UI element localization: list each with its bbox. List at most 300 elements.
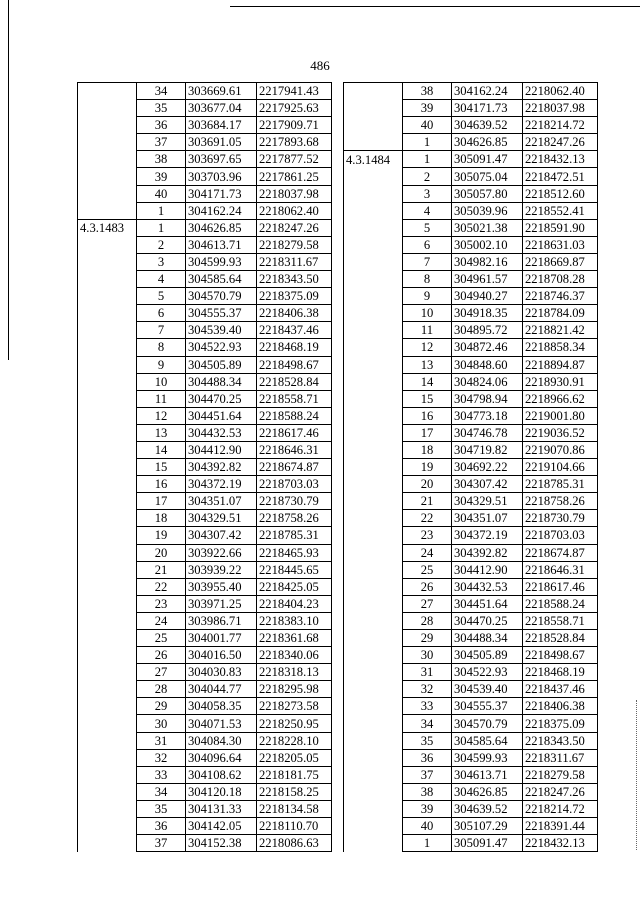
y-coordinate-cell: 2218588.24 bbox=[523, 595, 598, 612]
x-coordinate-cell: 304016.50 bbox=[186, 647, 257, 664]
section-cell bbox=[78, 595, 137, 612]
point-number-cell: 37 bbox=[137, 835, 186, 852]
point-number-cell: 15 bbox=[403, 390, 452, 407]
table-row bbox=[344, 818, 598, 835]
table-row bbox=[78, 681, 332, 698]
table-row bbox=[344, 202, 598, 219]
section-cell bbox=[344, 800, 403, 817]
section-cell bbox=[78, 390, 137, 407]
table-row bbox=[78, 527, 332, 544]
x-coordinate-cell: 304329.51 bbox=[452, 493, 523, 510]
point-number-cell: 22 bbox=[403, 510, 452, 527]
table-row bbox=[78, 441, 332, 458]
table-row bbox=[344, 749, 598, 766]
section-cell bbox=[78, 732, 137, 749]
section-cell bbox=[344, 561, 403, 578]
point-number-cell: 7 bbox=[137, 322, 186, 339]
table-row bbox=[78, 544, 332, 561]
point-number-cell: 3 bbox=[403, 185, 452, 202]
point-number-cell: 2 bbox=[403, 168, 452, 185]
section-cell bbox=[344, 647, 403, 664]
y-coordinate-cell: 2218558.71 bbox=[523, 612, 598, 629]
y-coordinate-cell: 2218340.06 bbox=[257, 647, 332, 664]
point-number-cell: 29 bbox=[137, 698, 186, 715]
y-coordinate-cell: 2218468.19 bbox=[523, 664, 598, 681]
point-number-cell: 4 bbox=[137, 271, 186, 288]
x-coordinate-cell: 305091.47 bbox=[452, 835, 523, 852]
x-coordinate-cell: 303703.96 bbox=[186, 168, 257, 185]
x-coordinate-cell: 304613.71 bbox=[452, 766, 523, 783]
table-row bbox=[344, 185, 598, 202]
top-rule bbox=[230, 6, 640, 7]
y-coordinate-cell: 2218391.44 bbox=[523, 818, 598, 835]
x-coordinate-cell: 304171.73 bbox=[452, 100, 523, 117]
y-coordinate-cell: 2218858.34 bbox=[523, 339, 598, 356]
section-cell bbox=[78, 818, 137, 835]
x-coordinate-cell: 303697.65 bbox=[186, 151, 257, 168]
y-coordinate-cell: 2218758.26 bbox=[257, 510, 332, 527]
y-coordinate-cell: 2219001.80 bbox=[523, 407, 598, 424]
x-coordinate-cell: 304432.53 bbox=[186, 424, 257, 441]
x-coordinate-cell: 304071.53 bbox=[186, 715, 257, 732]
table-row bbox=[344, 271, 598, 288]
table-row bbox=[78, 664, 332, 681]
x-coordinate-cell: 304555.37 bbox=[452, 698, 523, 715]
section-cell bbox=[78, 134, 137, 151]
y-coordinate-cell: 2218552.41 bbox=[523, 202, 598, 219]
table-row bbox=[344, 527, 598, 544]
table-row bbox=[344, 322, 598, 339]
section-cell bbox=[344, 219, 403, 236]
table-row bbox=[78, 134, 332, 151]
point-number-cell: 6 bbox=[403, 236, 452, 253]
point-number-cell: 1 bbox=[137, 219, 186, 236]
point-number-cell: 36 bbox=[137, 818, 186, 835]
point-number-cell: 13 bbox=[137, 424, 186, 441]
point-number-cell: 39 bbox=[403, 100, 452, 117]
table-row bbox=[344, 236, 598, 253]
x-coordinate-cell: 304392.82 bbox=[186, 459, 257, 476]
section-cell bbox=[344, 818, 403, 835]
y-coordinate-cell: 2218465.93 bbox=[257, 544, 332, 561]
point-number-cell: 20 bbox=[403, 476, 452, 493]
x-coordinate-cell: 304001.77 bbox=[186, 630, 257, 647]
point-number-cell: 35 bbox=[137, 800, 186, 817]
y-coordinate-cell: 2218134.58 bbox=[257, 800, 332, 817]
point-number-cell: 17 bbox=[137, 493, 186, 510]
section-cell bbox=[78, 202, 137, 219]
x-coordinate-cell: 304372.19 bbox=[186, 476, 257, 493]
section-cell bbox=[78, 578, 137, 595]
table-row bbox=[344, 544, 598, 561]
table-row bbox=[78, 339, 332, 356]
point-number-cell: 37 bbox=[403, 766, 452, 783]
table-row bbox=[344, 766, 598, 783]
x-coordinate-cell: 303677.04 bbox=[186, 100, 257, 117]
y-coordinate-cell: 2218674.87 bbox=[257, 459, 332, 476]
point-number-cell: 40 bbox=[403, 117, 452, 134]
point-number-cell: 33 bbox=[403, 698, 452, 715]
y-coordinate-cell: 2218311.67 bbox=[257, 253, 332, 270]
x-coordinate-cell: 304639.52 bbox=[452, 800, 523, 817]
y-coordinate-cell: 2218646.31 bbox=[523, 561, 598, 578]
y-coordinate-cell: 2218406.38 bbox=[257, 305, 332, 322]
table-row bbox=[78, 202, 332, 219]
x-coordinate-cell: 304412.90 bbox=[186, 441, 257, 458]
point-number-cell: 40 bbox=[403, 818, 452, 835]
x-coordinate-cell: 304570.79 bbox=[186, 288, 257, 305]
table-row bbox=[344, 83, 598, 100]
table-row bbox=[78, 647, 332, 664]
point-number-cell: 31 bbox=[403, 664, 452, 681]
y-coordinate-cell: 2218086.63 bbox=[257, 835, 332, 852]
section-cell bbox=[344, 390, 403, 407]
y-coordinate-cell: 2218966.62 bbox=[523, 390, 598, 407]
y-coordinate-cell: 2218383.10 bbox=[257, 612, 332, 629]
y-coordinate-cell: 2217893.68 bbox=[257, 134, 332, 151]
section-cell bbox=[78, 356, 137, 373]
section-cell bbox=[78, 407, 137, 424]
y-coordinate-cell: 2218037.98 bbox=[523, 100, 598, 117]
y-coordinate-cell: 2218375.09 bbox=[257, 288, 332, 305]
x-coordinate-cell: 303939.22 bbox=[186, 561, 257, 578]
point-number-cell: 15 bbox=[137, 459, 186, 476]
y-coordinate-cell: 2218406.38 bbox=[523, 698, 598, 715]
section-cell bbox=[78, 630, 137, 647]
table-row bbox=[78, 219, 332, 236]
section-cell bbox=[344, 407, 403, 424]
y-coordinate-cell: 2218730.79 bbox=[257, 493, 332, 510]
table-row bbox=[78, 510, 332, 527]
section-cell bbox=[344, 544, 403, 561]
x-coordinate-cell: 305075.04 bbox=[452, 168, 523, 185]
table-row bbox=[78, 236, 332, 253]
section-cell bbox=[344, 578, 403, 595]
section-cell bbox=[78, 800, 137, 817]
point-number-cell: 20 bbox=[137, 544, 186, 561]
x-coordinate-cell: 303971.25 bbox=[186, 595, 257, 612]
x-coordinate-cell: 304719.82 bbox=[452, 441, 523, 458]
x-coordinate-cell: 304982.16 bbox=[452, 253, 523, 270]
x-coordinate-cell: 305002.10 bbox=[452, 236, 523, 253]
x-coordinate-cell: 304307.42 bbox=[452, 476, 523, 493]
point-number-cell: 30 bbox=[137, 715, 186, 732]
y-coordinate-cell: 2218110.70 bbox=[257, 818, 332, 835]
point-number-cell: 14 bbox=[403, 373, 452, 390]
table-row bbox=[344, 459, 598, 476]
section-cell bbox=[344, 612, 403, 629]
point-number-cell: 35 bbox=[403, 732, 452, 749]
point-number-cell: 36 bbox=[403, 749, 452, 766]
point-number-cell: 34 bbox=[137, 83, 186, 100]
x-coordinate-cell: 304329.51 bbox=[186, 510, 257, 527]
y-coordinate-cell: 2218311.67 bbox=[523, 749, 598, 766]
section-cell bbox=[78, 83, 137, 100]
point-number-cell: 9 bbox=[137, 356, 186, 373]
x-coordinate-cell: 305107.29 bbox=[452, 818, 523, 835]
y-coordinate-cell: 2218037.98 bbox=[257, 185, 332, 202]
y-coordinate-cell: 2218279.58 bbox=[523, 766, 598, 783]
y-coordinate-cell: 2218894.87 bbox=[523, 356, 598, 373]
x-coordinate-cell: 304307.42 bbox=[186, 527, 257, 544]
table-row bbox=[344, 134, 598, 151]
x-coordinate-cell: 304488.34 bbox=[452, 630, 523, 647]
x-coordinate-cell: 304392.82 bbox=[452, 544, 523, 561]
section-cell: 4.3.1483 bbox=[78, 219, 137, 236]
y-coordinate-cell: 2218250.95 bbox=[257, 715, 332, 732]
y-coordinate-cell: 2219104.66 bbox=[523, 459, 598, 476]
point-number-cell: 8 bbox=[403, 271, 452, 288]
x-coordinate-cell: 304848.60 bbox=[452, 356, 523, 373]
point-number-cell: 28 bbox=[403, 612, 452, 629]
x-coordinate-cell: 304522.93 bbox=[186, 339, 257, 356]
y-coordinate-cell: 2218785.31 bbox=[257, 527, 332, 544]
section-cell bbox=[344, 373, 403, 390]
x-coordinate-cell: 304152.38 bbox=[186, 835, 257, 852]
table-row bbox=[344, 476, 598, 493]
table-row bbox=[344, 117, 598, 134]
y-coordinate-cell: 2218062.40 bbox=[257, 202, 332, 219]
y-coordinate-cell: 2218591.90 bbox=[523, 219, 598, 236]
y-coordinate-cell: 2218361.68 bbox=[257, 630, 332, 647]
table-row bbox=[78, 818, 332, 835]
y-coordinate-cell: 2218228.10 bbox=[257, 732, 332, 749]
section-cell bbox=[344, 424, 403, 441]
table-row bbox=[78, 835, 332, 852]
point-number-cell: 23 bbox=[403, 527, 452, 544]
section-cell bbox=[344, 322, 403, 339]
section-cell bbox=[344, 493, 403, 510]
x-coordinate-cell: 304044.77 bbox=[186, 681, 257, 698]
table-row bbox=[78, 390, 332, 407]
section-cell bbox=[344, 100, 403, 117]
x-coordinate-cell: 304488.34 bbox=[186, 373, 257, 390]
x-coordinate-cell: 303986.71 bbox=[186, 612, 257, 629]
table-row bbox=[344, 561, 598, 578]
table-row bbox=[78, 288, 332, 305]
table-row bbox=[78, 305, 332, 322]
table-row bbox=[344, 647, 598, 664]
x-coordinate-cell: 304585.64 bbox=[452, 732, 523, 749]
y-coordinate-cell: 2219070.86 bbox=[523, 441, 598, 458]
point-number-cell: 3 bbox=[137, 253, 186, 270]
point-number-cell: 18 bbox=[137, 510, 186, 527]
section-cell bbox=[344, 459, 403, 476]
section-cell bbox=[78, 236, 137, 253]
y-coordinate-cell: 2218279.58 bbox=[257, 236, 332, 253]
table-row bbox=[344, 835, 598, 852]
table-row bbox=[344, 168, 598, 185]
y-coordinate-cell: 2218062.40 bbox=[523, 83, 598, 100]
y-coordinate-cell: 2218472.51 bbox=[523, 168, 598, 185]
section-cell bbox=[344, 664, 403, 681]
y-coordinate-cell: 2218432.13 bbox=[523, 835, 598, 852]
section-cell bbox=[344, 698, 403, 715]
x-coordinate-cell: 304351.07 bbox=[452, 510, 523, 527]
section-cell bbox=[78, 698, 137, 715]
coordinates-table-right bbox=[343, 82, 598, 852]
point-number-cell: 30 bbox=[403, 647, 452, 664]
x-coordinate-cell: 304171.73 bbox=[186, 185, 257, 202]
x-coordinate-cell: 304692.22 bbox=[452, 459, 523, 476]
y-coordinate-cell: 2218318.13 bbox=[257, 664, 332, 681]
point-number-cell: 11 bbox=[137, 390, 186, 407]
section-cell bbox=[78, 185, 137, 202]
section-cell bbox=[344, 783, 403, 800]
x-coordinate-cell: 304522.93 bbox=[452, 664, 523, 681]
y-coordinate-cell: 2218930.91 bbox=[523, 373, 598, 390]
x-coordinate-cell: 304539.40 bbox=[186, 322, 257, 339]
section-cell bbox=[78, 339, 137, 356]
section-cell bbox=[344, 202, 403, 219]
table-row bbox=[78, 100, 332, 117]
y-coordinate-cell: 2218646.31 bbox=[257, 441, 332, 458]
section-cell bbox=[344, 732, 403, 749]
x-coordinate-cell: 303684.17 bbox=[186, 117, 257, 134]
table-row bbox=[78, 476, 332, 493]
point-number-cell: 4 bbox=[403, 202, 452, 219]
table-row bbox=[78, 271, 332, 288]
point-number-cell: 35 bbox=[137, 100, 186, 117]
y-coordinate-cell: 2218631.03 bbox=[523, 236, 598, 253]
point-number-cell: 10 bbox=[403, 305, 452, 322]
point-number-cell: 19 bbox=[403, 459, 452, 476]
x-coordinate-cell: 304539.40 bbox=[452, 681, 523, 698]
point-number-cell: 40 bbox=[137, 185, 186, 202]
y-coordinate-cell: 2218343.50 bbox=[523, 732, 598, 749]
table-row bbox=[344, 356, 598, 373]
y-coordinate-cell: 2218617.46 bbox=[257, 424, 332, 441]
table-row bbox=[344, 441, 598, 458]
table-row bbox=[78, 322, 332, 339]
section-cell bbox=[344, 681, 403, 698]
point-number-cell: 26 bbox=[137, 647, 186, 664]
table-row bbox=[78, 83, 332, 100]
section-cell bbox=[78, 510, 137, 527]
x-coordinate-cell: 304470.25 bbox=[186, 390, 257, 407]
y-coordinate-cell: 2218375.09 bbox=[523, 715, 598, 732]
table-row bbox=[344, 732, 598, 749]
table-row bbox=[78, 800, 332, 817]
table-row bbox=[78, 356, 332, 373]
table-row bbox=[78, 749, 332, 766]
section-cell bbox=[78, 253, 137, 270]
section-cell bbox=[344, 339, 403, 356]
x-coordinate-cell: 304626.85 bbox=[452, 134, 523, 151]
table-row bbox=[78, 493, 332, 510]
table-row bbox=[78, 168, 332, 185]
y-coordinate-cell: 2218785.31 bbox=[523, 476, 598, 493]
x-coordinate-cell: 304162.24 bbox=[186, 202, 257, 219]
y-coordinate-cell: 2217925.63 bbox=[257, 100, 332, 117]
x-coordinate-cell: 304773.18 bbox=[452, 407, 523, 424]
table-row bbox=[344, 698, 598, 715]
point-number-cell: 24 bbox=[403, 544, 452, 561]
x-coordinate-cell: 303922.66 bbox=[186, 544, 257, 561]
section-cell bbox=[78, 544, 137, 561]
x-coordinate-cell: 303669.61 bbox=[186, 83, 257, 100]
table-row bbox=[344, 151, 598, 168]
x-coordinate-cell: 305091.47 bbox=[452, 151, 523, 168]
point-number-cell: 16 bbox=[403, 407, 452, 424]
y-coordinate-cell: 2218498.67 bbox=[523, 647, 598, 664]
point-number-cell: 38 bbox=[403, 783, 452, 800]
point-number-cell: 7 bbox=[403, 253, 452, 270]
section-cell bbox=[344, 510, 403, 527]
x-coordinate-cell: 304555.37 bbox=[186, 305, 257, 322]
section-cell bbox=[344, 168, 403, 185]
section-cell bbox=[344, 288, 403, 305]
y-coordinate-cell: 2218468.19 bbox=[257, 339, 332, 356]
point-number-cell: 21 bbox=[137, 561, 186, 578]
y-coordinate-cell: 2218214.72 bbox=[523, 800, 598, 817]
section-cell bbox=[78, 100, 137, 117]
table-row bbox=[344, 493, 598, 510]
y-coordinate-cell: 2217941.43 bbox=[257, 83, 332, 100]
section-cell bbox=[78, 322, 137, 339]
y-coordinate-cell: 2218758.26 bbox=[523, 493, 598, 510]
section-cell bbox=[78, 168, 137, 185]
y-coordinate-cell: 2218247.26 bbox=[523, 134, 598, 151]
point-number-cell: 1 bbox=[403, 134, 452, 151]
y-coordinate-cell: 2218498.67 bbox=[257, 356, 332, 373]
point-number-cell: 34 bbox=[403, 715, 452, 732]
x-coordinate-cell: 304096.64 bbox=[186, 749, 257, 766]
x-coordinate-cell: 304451.64 bbox=[186, 407, 257, 424]
point-number-cell: 27 bbox=[403, 595, 452, 612]
section-cell bbox=[344, 271, 403, 288]
section-cell bbox=[78, 561, 137, 578]
x-coordinate-cell: 304639.52 bbox=[452, 117, 523, 134]
x-coordinate-cell: 304961.57 bbox=[452, 271, 523, 288]
x-coordinate-cell: 304131.33 bbox=[186, 800, 257, 817]
point-number-cell: 25 bbox=[137, 630, 186, 647]
section-cell bbox=[78, 647, 137, 664]
point-number-cell: 23 bbox=[137, 595, 186, 612]
point-number-cell: 16 bbox=[137, 476, 186, 493]
table-row bbox=[78, 766, 332, 783]
table-row bbox=[344, 373, 598, 390]
y-coordinate-cell: 2218432.13 bbox=[523, 151, 598, 168]
point-number-cell: 1 bbox=[403, 835, 452, 852]
table-row bbox=[344, 390, 598, 407]
y-coordinate-cell: 2218512.60 bbox=[523, 185, 598, 202]
table-row bbox=[78, 459, 332, 476]
point-number-cell: 37 bbox=[137, 134, 186, 151]
section-cell bbox=[344, 236, 403, 253]
point-number-cell: 5 bbox=[137, 288, 186, 305]
point-number-cell: 2 bbox=[137, 236, 186, 253]
x-coordinate-cell: 304626.85 bbox=[186, 219, 257, 236]
x-coordinate-cell: 304505.89 bbox=[452, 647, 523, 664]
section-cell bbox=[78, 117, 137, 134]
section-cell bbox=[78, 151, 137, 168]
y-coordinate-cell: 2217861.25 bbox=[257, 168, 332, 185]
y-coordinate-cell: 2218404.23 bbox=[257, 595, 332, 612]
point-number-cell: 27 bbox=[137, 664, 186, 681]
section-cell bbox=[78, 441, 137, 458]
section-cell bbox=[78, 271, 137, 288]
point-number-cell: 22 bbox=[137, 578, 186, 595]
coordinates-table-left bbox=[77, 82, 332, 852]
section-cell bbox=[78, 766, 137, 783]
point-number-cell: 28 bbox=[137, 681, 186, 698]
point-number-cell: 6 bbox=[137, 305, 186, 322]
table-row bbox=[344, 407, 598, 424]
point-number-cell: 1 bbox=[137, 202, 186, 219]
section-cell: 4.3.1484 bbox=[344, 151, 403, 168]
section-cell bbox=[78, 373, 137, 390]
